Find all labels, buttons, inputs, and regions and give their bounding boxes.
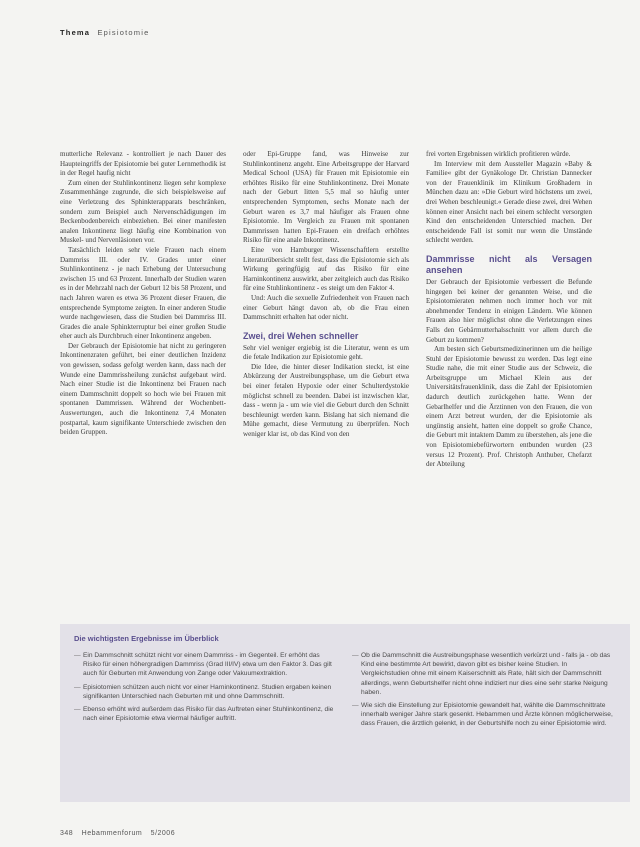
paragraph: Der Gebrauch der Episiotomie hat nicht zu geringeren Inkontinenzraten geführt, bei einer deutlichen Inzidenz von gewissen, sodass gefolgt werden kann, dass nach der Wunde eine Dammrissheilung zunächst aufgebaut wird. Nach einer Studie ist die Inkontinenz bei Frauen nach einem Dammschnitt doppelt so hoch wie bei Frauen mit spontanen Dammrissen. Während der Wochenbett-Auswertungen, auch die Inkontinenz 7,4 Monaten postpartal, kaum signifikante Unterschiede zwischen den beiden Gruppen. [60,341,226,437]
summary-item: — Episiotomien schützen auch nicht vor einer Harninkontinenz. Studien ergaben keinen signifikanten Unterschied nach Geburten mit und ohne Dammschnitt. [74,683,338,701]
summary-column-left [74,651,338,733]
paragraph: Zum einen der Stuhlinkontinenz liegen sehr komplexe Zusammenhänge zugrunde, die sich beispielsweise auf eine Verletzung des Sphinkterapparats beschränken, sondern zum Beispiel auch Nervenschädigungen im Beckenbodenbereich einbeziehen. Bei einer manifesten analen Inkontinenz liegt häufig eine Kombination von Muskel- und Nervenläsionen vor. [60,178,226,245]
paragraph: Sehr viel weniger ergiebig ist die Literatur, wenn es um die fetale Indikation zur Episiotomie geht. [243,343,409,362]
paragraph: Eine von Hamburger Wissenschaftlern erstellte Literaturübersicht stellt fest, dass die Episiotomie sich als Wirkung geringfügig auf das Risiko für eine Harninkontinenz auswirkt, aber zeitgleich auch das Risiko für eine Stuhlinkontinenz - es steigt um den Faktor 4. [243,245,409,293]
summary-box [60,624,630,802]
summary-item: — Ob die Dammschnitt die Austreibungsphase wesentlich verkürzt und - falls ja - ob das Kind eine bestimmte Art bewirkt, davon gibt es bisher keine Studien. In Vergleichstudien ohne mit einem Kaiserschnitt als Rate, hält sich der Dammschnitt allerdings, wenn Geburtshelfer nicht ohne indiziert nur dies eine sehr starke Neigung haben. [352,651,616,697]
article-column-3 [426,150,592,470]
paragraph: Tatsächlich leiden sehr viele Frauen nach einem Dammriss III. oder IV. Grades unter einer Stuhlinkontinenz - je nach Erhebung der Untersuchung zwischen 15 und 63 Prozent. Innerhalb der Studien waren es in der Mehrzahl nach der Geburt 12 bis 58 Prozent, und nach Jahren waren es etwa 36 Prozent dieser Frauen, die entsprechende Symptome zeigten. In einer anderen Studie wurde nachgewiesen, dass die Studien bei Dammriss III. Grades die anale Sphinkterruptur bei einer großen Studie eher auch als Durchbruch einer Inkontinenz angeben. [60,245,226,341]
section-heading: Zwei, drei Wehen schneller [243,330,359,341]
header-topic: Episiotomie [97,28,150,37]
summary-title: Die wichtigsten Ergebnisse im Überblick [74,634,219,643]
summary-item: — Ein Dammschnitt schützt nicht vor einem Dammriss - im Gegenteil. Er erhöht das Risiko für einen höhergradigen Dammriss (Grad III/IV) etwa um den Faktor 3. Das gilt auch für Geburten mit Anwendung von Zange oder Vakuumextraktion. [74,651,338,679]
article-column-1 [60,150,226,438]
paragraph: mutterliche Relevanz - kontrolliert je nach Dauer des Haupteingriffs der Episiotomie bei guter Lernmethodik ist in der Regel haufig nicht [60,150,226,178]
paragraph: Und: Auch die sexuelle Zufriedenheit von Frauen nach einer Geburt hängt davon ab, ob die Frau einen Dammschnitt erhalten hat oder nicht. [243,293,409,322]
page-number: 348 [60,830,74,837]
paragraph: Der Gebrauch der Episiotomie verbessert die Befunde hingegen bei keiner der genannten Weise, und die Episiotomieraten nehmen noch immer hoch vor mit abnehmender Tendenz in einigen Ländern. Wie können Frauen also hier möglichst ohne die Verletzungen eines Falls den Gebärmutterhalsschnitt vor allem durch die Geburt zu kommen? [426,277,592,344]
paragraph: oder Epi-Gruppe fand, was Hinweise zur Stuhlinkontinenz angeht. Eine Arbeitsgruppe der Harvard Medical School (USA) für Frauen mit Episiotomie ein erhöhtes Risiko für eine Stuhlinkontinenz. Drei Monate nach der Geburt litten 5,5 mal so häufig unter entsprechenden Symptomen, sechs Monate nach der Geburt waren es 3,7 mal häufiger als Frauen ohne Episiotomie. Im Vergleich zu Frauen mit spontanen Dammrissen hatten Epi-Frauen ein dreifach erhöhtes Risiko für eine anale Inkontinenz. [243,150,409,245]
paragraph: Die Idee, die hinter dieser Indikation steckt, ist eine Abkürzung der Austreibungsphase, um die Geburt etwa bei einer fetalen Hypoxie oder einer Schulterdystokie möglichst schnell zu beenden. Dabei ist inzwischen klar, dass - wenn ja - um wie viel die Geburt durch den Schnitt beschleunigt werden kann. Bislang hat sich niemand die Mühe gemacht, diese Vermutung zu überprüfen. Noch weniger klar ist, ob das Kind von den [243,362,409,439]
journal-name: Hebammenforum [81,830,143,837]
summary-item: — Wie sich die Einstellung zur Episiotomie gewandelt hat, wählte die Dammschnittrate innerhalb weniger Jahre stark gesenkt. Hebammen und Ärzte können möglicherweise, dass Frauen, die ärztlich gelenkt, in der Geburtshilfe noch zu einer Episiotomie wird. [352,701,616,729]
paragraph: Im Interview mit dem Aussteller Magazin »Baby & Familie« gibt der Gynäkologe Dr. Christian Dannecker von der Frauenklinik im Klinikum Großhadern in München dazu an: »Die Geburt wird höchstens um zwei, drei Wehen beschleunigt.« Gerade diese zwei, drei Wehen können einer Ansicht nach bei einem schlecht versorgten Kind den entscheidenden Unterschied machen. Der entscheidende Fall ist somit nur wenn die Umstände schlecht werden. [426,159,592,245]
article-column-2 [243,150,409,440]
paragraph: frei vorten Ergebnissen wirklich profitieren würde. [426,150,571,158]
header-section: Thema [60,28,91,37]
paragraph: Am besten sich Geburtsmedizinerinnen um die heilige Stuhl der Episiotomie bewusst zu werden. Das legt eine Studie nahe, die mit einer Studie aus der Schweiz, die Arbeitsgruppe um Michael Klein aus der Universitätsfrauenklinik, dass die Zahl der Episiotomien dadurch deutlich zurückgehen hatte. Wenn der Gebarlhelfer und die Ärztinnen von den Frauen, die von einem Arzt betreut wurden, der die Episiotomie als ungünstig ansieht, hatten eine doppelt so große Chance, die Geburt mit intaktem Damm zu überstehen, als jene die von Episiotomiebefürwortern entbunden wurden (23 versus 12 Prozent). Prof. Christoph Anthuber, Chefarzt der Abteilung [426,345,592,469]
section-heading: Dammrisse nicht als Versagen ansehen [426,253,592,275]
journal-issue: 5/2006 [150,830,176,837]
running-header [60,28,149,37]
summary-column-right [352,651,616,733]
summary-item: — Ebenso erhöht wird außerdem das Risiko für das Auftreten einer Stuhlinkontinenz, die nach einer Episiotomie etwa viermal häufiger auftritt. [74,705,338,723]
page-footer [60,830,181,837]
